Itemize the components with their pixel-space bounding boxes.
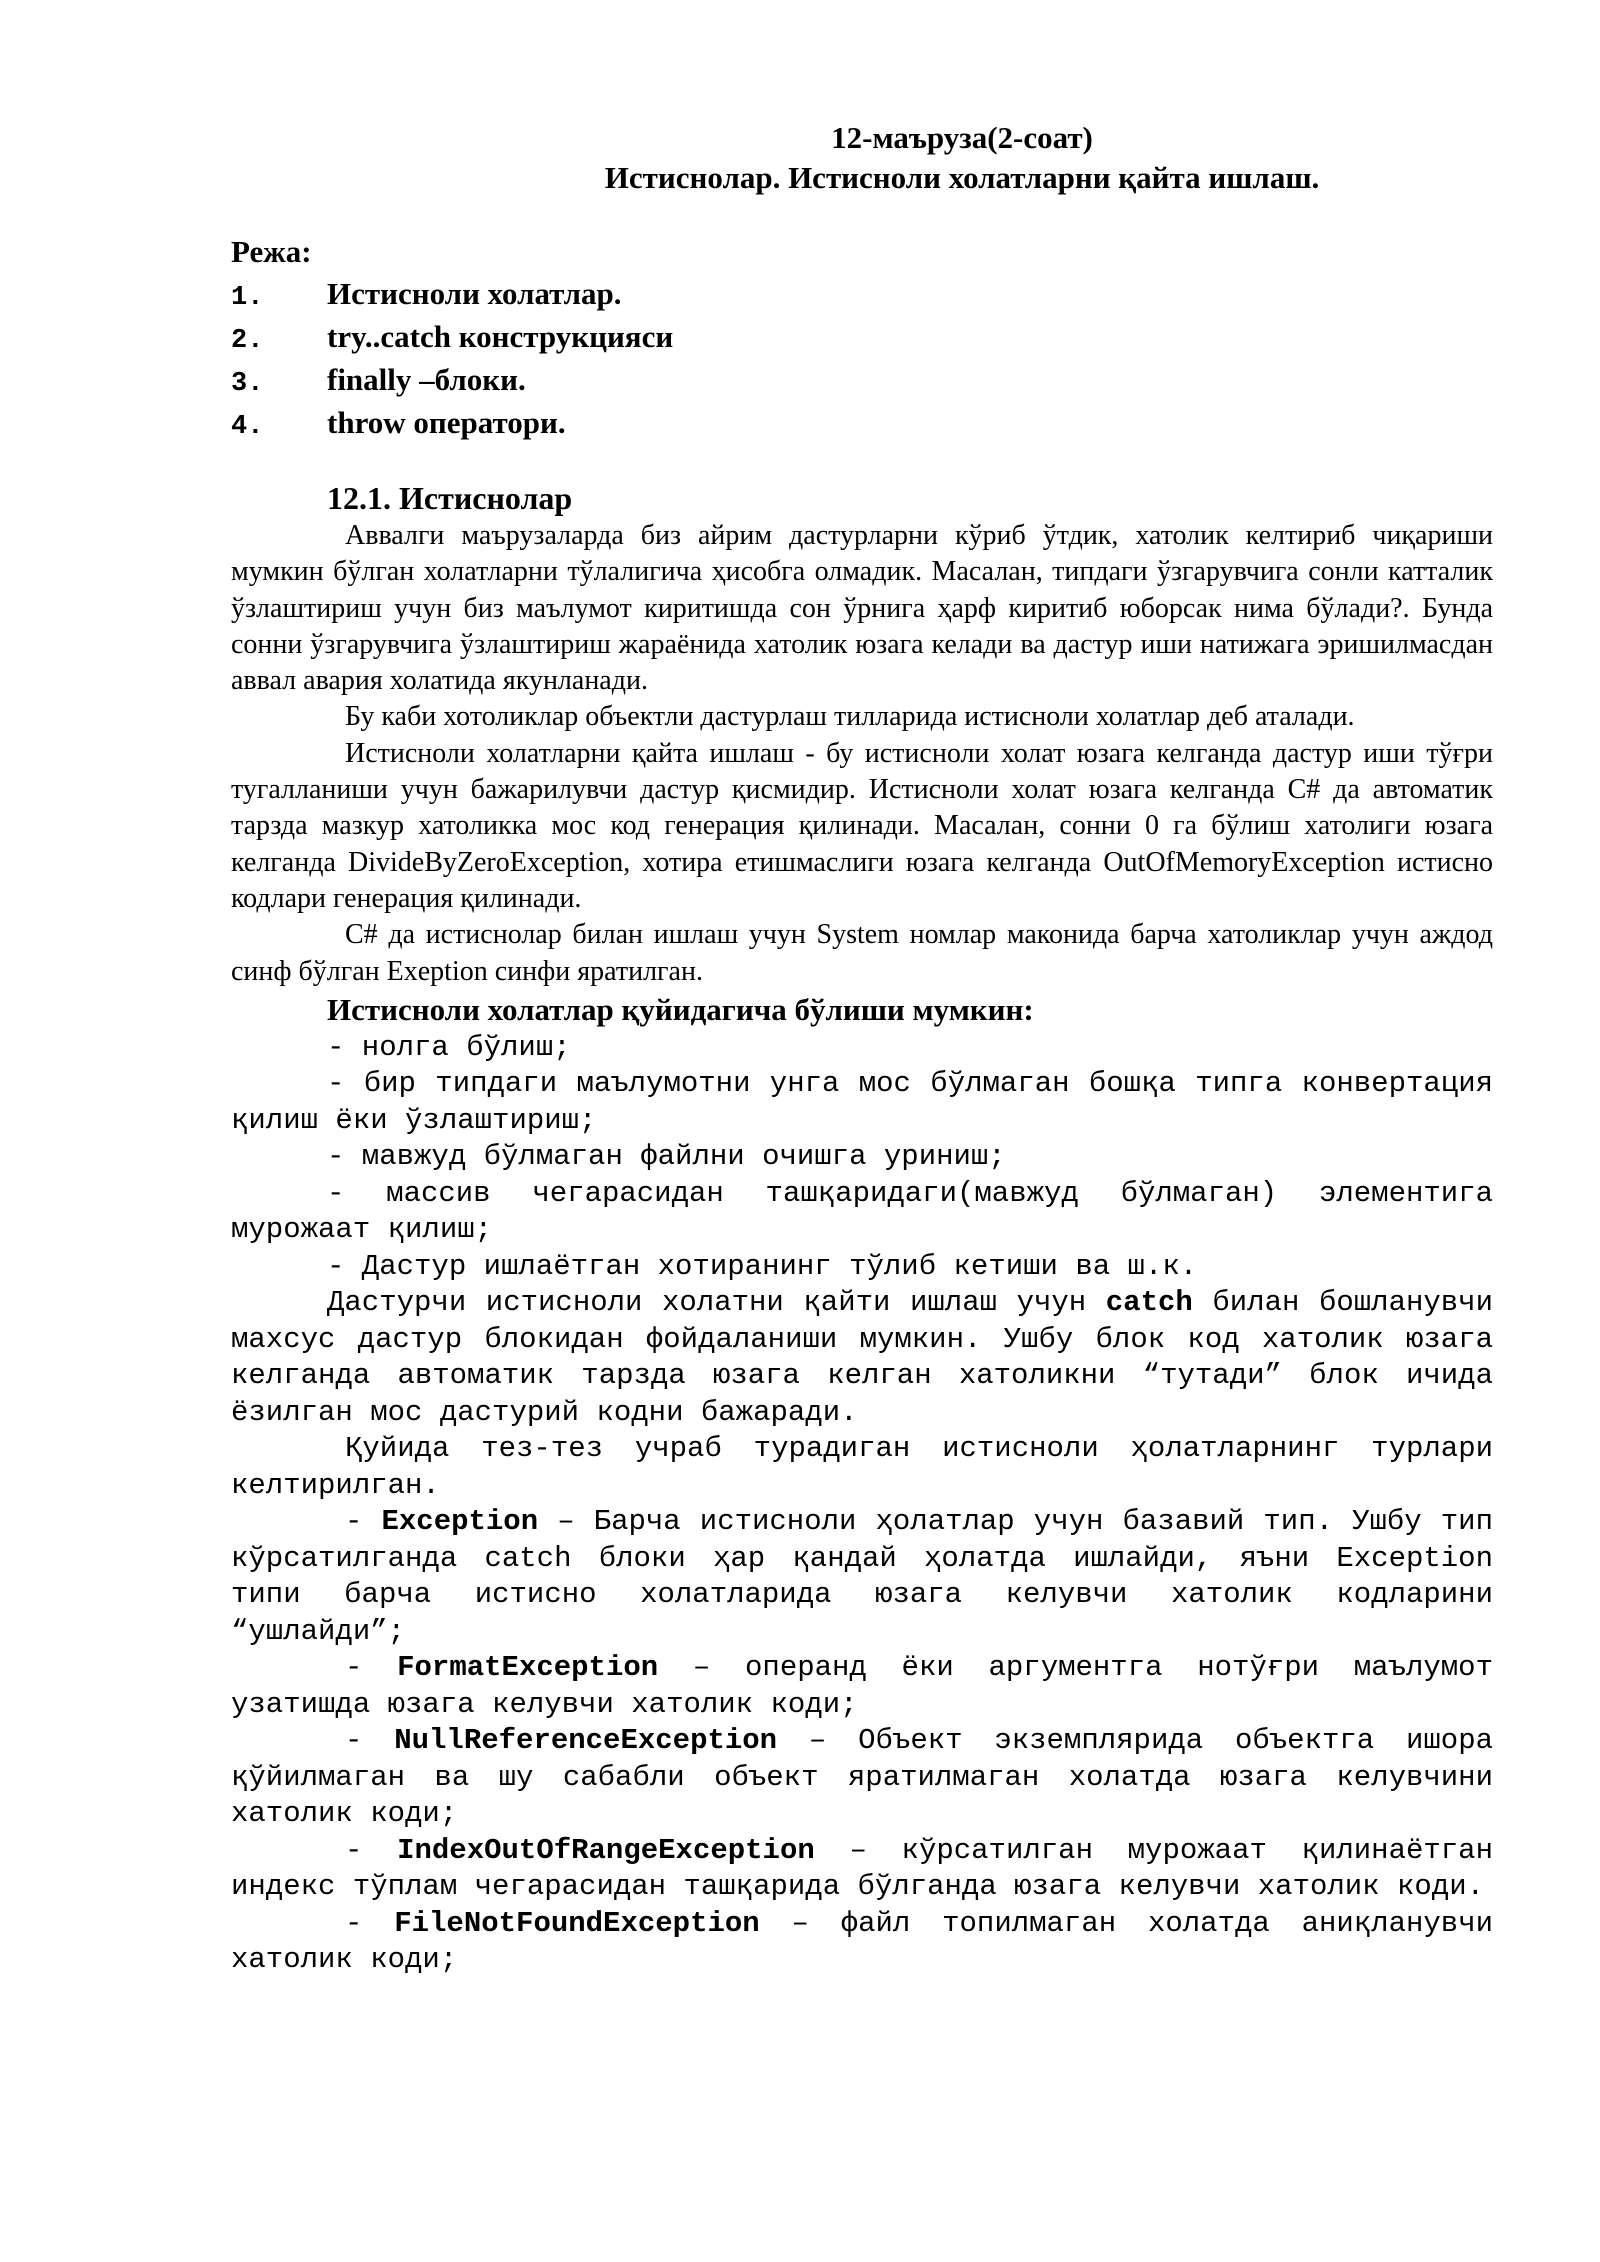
plan-item-number: 3. <box>231 369 264 399</box>
exception-item: - FileNotFoundException – файл топилмаган холатда аниқланувчи хатолик коди; <box>231 1906 1494 1977</box>
exception-desc: – кўрсатилган мурожаат қилинаётган индекс тўплам чегарасидан ташқарида бўлганда юзага келувчи хатолик коди. <box>231 1833 1493 1904</box>
section-heading: 12.1. Истиснолар <box>327 480 573 516</box>
plan-heading: Режа: <box>231 234 312 269</box>
plan-item-number: 4. <box>231 412 264 442</box>
case-item: - мавжуд бўлмаган файлни очишга уриниш; <box>327 1140 1006 1174</box>
catch-paragraph <box>231 1285 1493 1431</box>
body-paragraph: Истисноли холатларни қайта ишлаш - бу истисноли холат юзага келганда дастур иши тўғри тугалланиши учун бажарилувчи дастур қисмидир. Истисноли холат юзага келганда C# да автоматик тарзда мазкур хатоликка мос код генерация қилинади. Масалан, сонни 0 га бўлиш хатолиги юзага келганда DivideByZeroException, хотира етишмаслиги юзага келганда OutOfMemoryException истисно кодлари генерация қилинади. <box>231 737 1493 914</box>
catch-keyword: catch <box>1105 1286 1193 1320</box>
exception-name: IndexOutOfRangeException <box>397 1833 815 1867</box>
plan-item-text: try..catch конструкцияси <box>327 319 674 354</box>
plan-item <box>231 405 1493 448</box>
exception-name: Exception <box>381 1505 539 1539</box>
case-item: - массив чегарасидан ташқаридаги(мавжуд бўлмаган) элементига мурожаат қилиш; <box>231 1176 1493 1247</box>
types-intro: Қуйида тез-тез учраб турадиган истисноли ҳолатларнинг турлари келтирилган. <box>231 1432 1493 1502</box>
exception-desc: – Барча истисноли ҳолатлар учун базавий тип. Ушбу тип кўрсатилганда catch блоки ҳар қандай ҳолатда ишлайди, яъни Exception типи барча истисно холатларида юзага келувчи хатолик кодларини “ушлайди”; <box>231 1505 1493 1648</box>
body-paragraph: Аввалги маърузаларда биз айрим дастурларни кўриб ўтдик, хатолик келтириб чиқариши мумкин бўлган холатларни тўлалигича ҳисобга олмадик. Масалан, типдаги ўзгарувчига сонли катталик ўзлаштириш учун биз маълумот киритишда сон ўрнига ҳарф киритиб юборсак нима бўлади?. Бунда сонни ўзгарувчига ўзлаштириш жараёнида хатолик юзага келади ва дастур иши натижага эришилмасдан аввал авария холатида якунланади. <box>231 520 1493 697</box>
lecture-title-number: 12-маъруза(2-соат) <box>831 120 1093 155</box>
exception-item: - NullReferenceException – Объект экземплярида объектга ишора қўйилмаган ва шу сабабли объект яратилмаган холатда юзага келувчини хатолик коди; <box>231 1724 1494 1831</box>
catch-text-before: Дастурчи истисноли холатни қайти ишлаш учун <box>327 1286 1106 1320</box>
cases-heading: Истисноли холатлар қуйидагича бўлиши мумкин: <box>327 991 1034 1027</box>
exception-item: - FormatException – операнд ёки аргументга нотўғри маълумот узатишда юзага келувчи хатолик коди; <box>231 1651 1493 1721</box>
plan-item-number: 1. <box>231 283 264 313</box>
document-page <box>231 118 1493 1979</box>
exception-item: - IndexOutOfRangeException – кўрсатилган мурожаат қилинаётган индекс тўплам чегарасидан ташқарида бўлганда юзага келувчи хатолик коди. <box>231 1833 1493 1904</box>
exception-name: FormatException <box>397 1651 659 1685</box>
case-item: - Дастур ишлаётган хотиранинг тўлиб кетиши ва ш.к. <box>327 1249 1198 1283</box>
plan-item-number: 2. <box>231 326 264 356</box>
body-paragraph: Бу каби хотоликлар объектли дастурлаш тилларида истисноли холатлар деб аталади. <box>345 701 1355 733</box>
plan-item-text: throw оператори. <box>327 405 566 440</box>
body-paragraph: C# да истиснолар билан ишлаш учун System номлар маконида барча хатоликлар учун аждод синф бўлган Exeption синфи яратилган. <box>231 919 1493 987</box>
plan-item <box>231 362 1493 405</box>
exception-name: FileNotFoundException <box>394 1906 760 1940</box>
plan-list <box>231 276 1493 448</box>
lecture-title: Истиснолар. Истисноли холатларни қайта ишлаш. <box>604 160 1320 195</box>
plan-item-text: Истисноли холатлар. <box>327 276 622 311</box>
exception-desc: – операнд ёки аргументга нотўғри маълумот узатишда юзага келувчи хатолик коди; <box>231 1651 1493 1721</box>
plan-item <box>231 276 1493 319</box>
case-item: - нолга бўлиш; <box>327 1030 571 1064</box>
plan-item <box>231 319 1493 362</box>
exception-desc: – Объект экземплярида объектга ишора қўйилмаган ва шу сабабли объект яратилмаган холатда юзага келувчини хатолик коди; <box>231 1724 1494 1831</box>
exception-name: NullReferenceException <box>394 1724 778 1758</box>
exception-item: - Exception – Барча истисноли ҳолатлар учун базавий тип. Ушбу тип кўрсатилганда catch блоки ҳар қандай ҳолатда ишлайди, яъни Exception типи барча истисно холатларида юзага келувчи хатолик кодларини “ушлайди”; <box>231 1505 1493 1648</box>
plan-item-text: finally –блоки. <box>327 362 526 397</box>
catch-text-after: билан бошланувчи махсус дастур блокидан фойдаланиши мумкин. Ушбу блок код хатолик юзага келганда автоматик тарзда юзага келган хатоликни “тутади” блок ичида ёзилган мос дастурий кодни бажаради. <box>231 1286 1493 1429</box>
exception-desc: – файл топилмаган холатда аниқланувчи хатолик коди; <box>231 1906 1494 1977</box>
case-item: - бир типдаги маълумотни унга мос бўлмаган бошқа типга конвертация қилиш ёки ўзлаштириш; <box>231 1067 1493 1137</box>
